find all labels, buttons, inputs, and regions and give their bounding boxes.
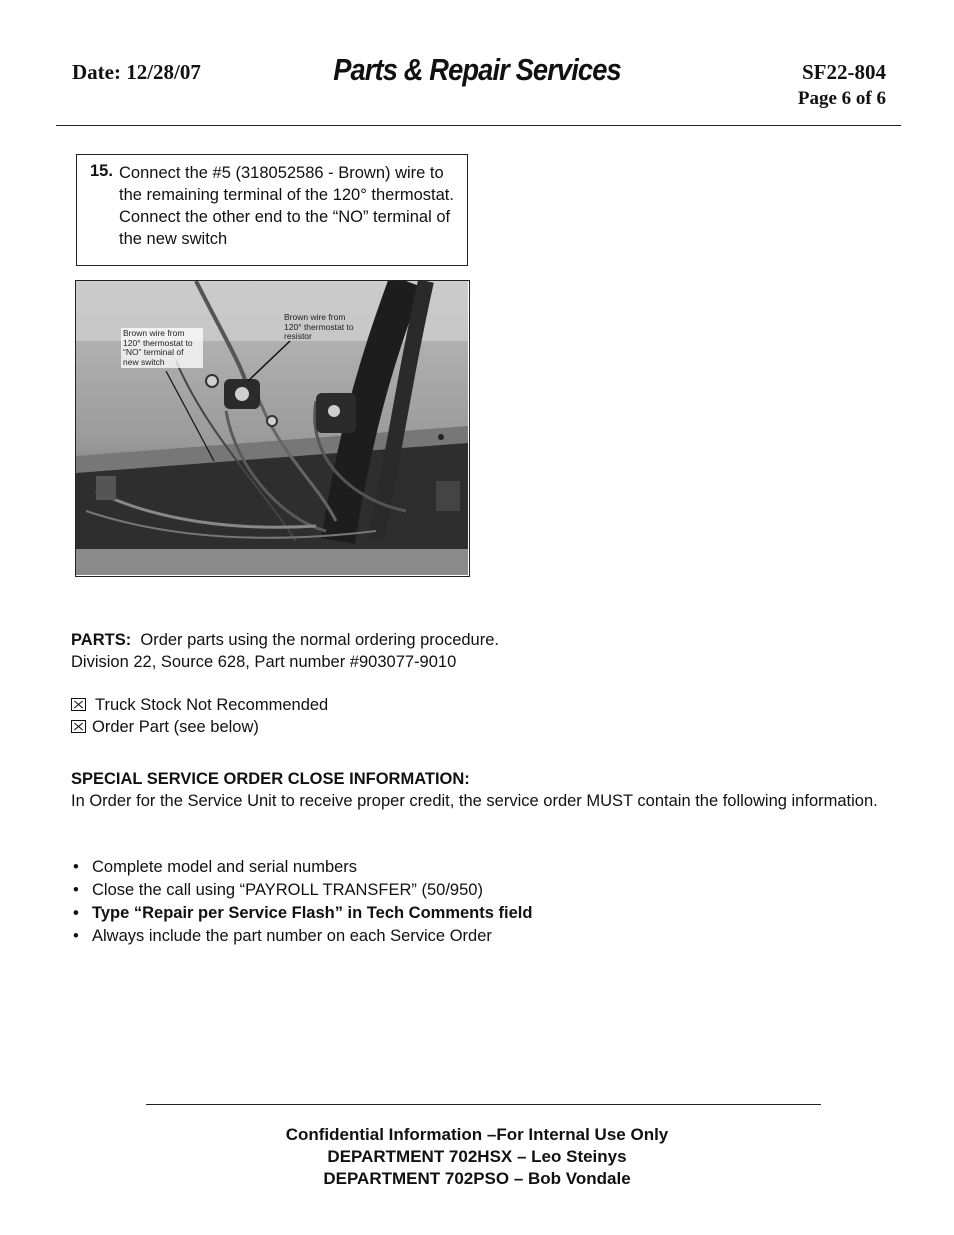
parts-label: PARTS:: [71, 631, 132, 649]
wiring-photo-illustration: [76, 281, 468, 575]
photo-caption-left: Brown wire from 120° thermostat to “NO” terminal of new switch: [121, 328, 203, 368]
checkbox-order-part-label: Order Part (see below): [92, 718, 259, 736]
list-item: • Type “Repair per Service Flash” in Tech Comments field: [71, 902, 532, 925]
footer-department-2: DEPARTMENT 702PSO – Bob Vondale: [323, 1169, 631, 1188]
checkbox-truck-stock-label: Truck Stock Not Recommended: [95, 696, 329, 714]
document-id: SF22-804: [802, 60, 886, 84]
requirements-list: [71, 856, 532, 948]
checked-box-icon: [71, 698, 86, 711]
page-number: Page 6 of 6: [797, 88, 886, 109]
special-section-body: In Order for the Service Unit to receive proper credit, the service order MUST contain the following information.: [71, 792, 878, 810]
checkbox-order-part: [71, 716, 259, 738]
footer-confidential: Confidential Information –For Internal Use Only: [285, 1125, 669, 1144]
footer-department-1: DEPARTMENT 702HSX – Leo Steinys: [327, 1147, 627, 1166]
document-title: Parts & Repair Services: [333, 52, 621, 87]
photo-caption-right: Brown wire from 120° thermostat to resistor: [284, 312, 354, 341]
checkbox-truck-stock: [71, 694, 328, 716]
header-divider: [56, 125, 901, 126]
special-section-title: SPECIAL SERVICE ORDER CLOSE INFORMATION:: [71, 770, 470, 788]
footer-divider: [146, 1104, 821, 1105]
part-number-line: Division 22, Source 628, Part number #903077-9010: [71, 653, 457, 671]
step-number: 15.: [90, 162, 113, 180]
parts-line: [71, 629, 499, 651]
wiring-photo: [75, 280, 470, 577]
step-instructions: Connect the #5 (318052586 - Brown) wire to the remaining terminal of the 120° thermostat. Connect the other end to the “NO” terminal of the new switch: [119, 164, 454, 248]
list-item: • Always include the part number on each Service Order: [71, 925, 532, 948]
document-date: Date: 12/28/07: [72, 60, 201, 84]
list-item: • Close the call using “PAYROLL TRANSFER” (50/950): [71, 879, 532, 902]
parts-text: Order parts using the normal ordering procedure.: [140, 631, 499, 649]
list-item: • Complete model and serial numbers: [71, 856, 532, 879]
checked-box-icon: [71, 720, 86, 733]
